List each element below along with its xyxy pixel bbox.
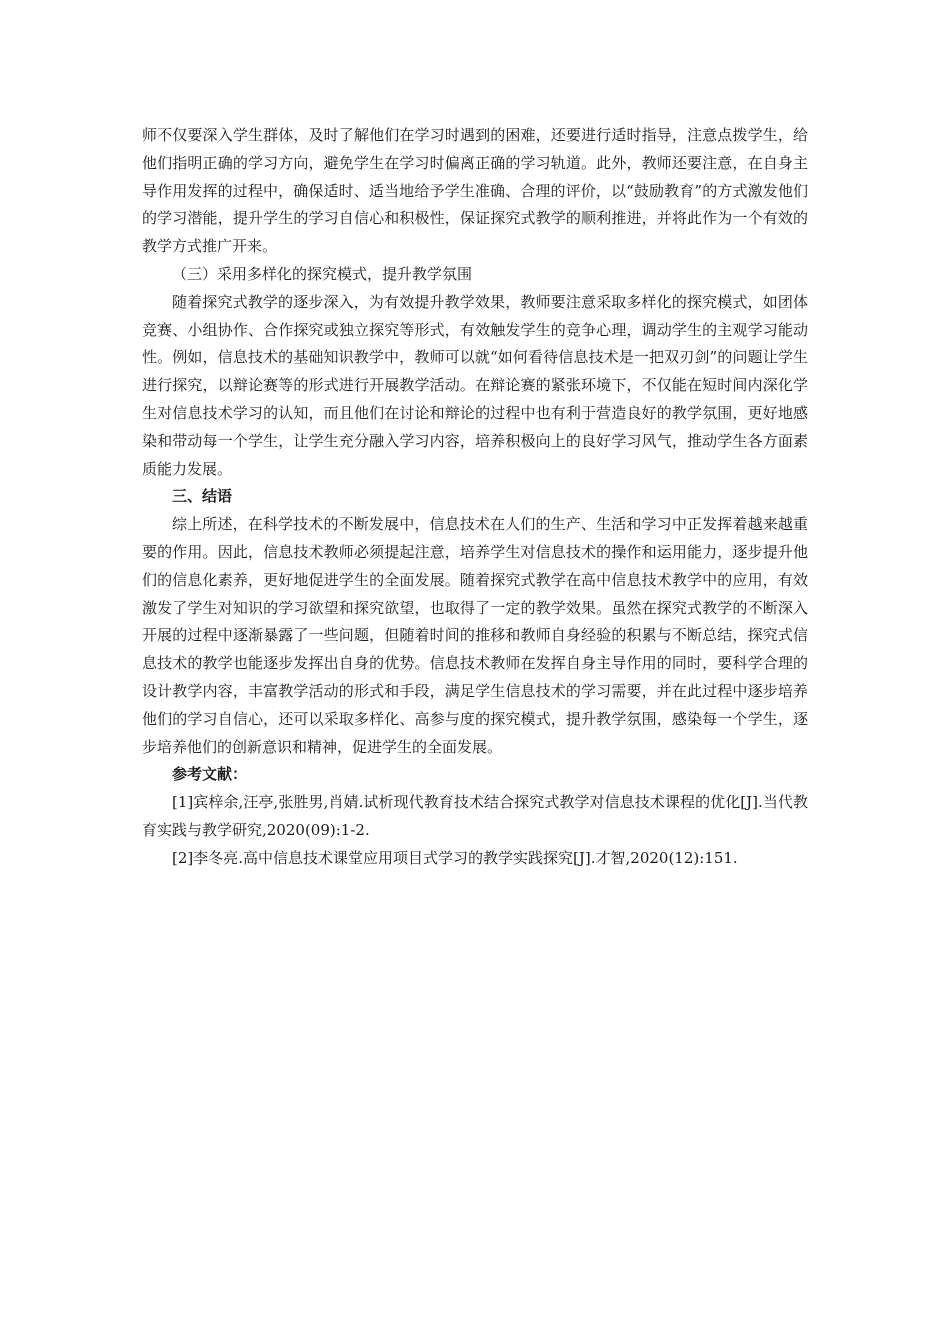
section-heading-conclusion: 三、结语: [172, 487, 233, 506]
body-paragraph: 综上所述，在科学技术的不断发展中，信息技术在人们的生产、生活和学习中正发挥着越来越重要的作用。因此，信息技术教师必须提起注意，培养学生对信息技术的操作和运用能力，逐步提升他们的信息化素养，更好地促进学生的全面发展。随着探究式教学在高中信息技术教学中的应用，有效激发了学生对知识的学习欲望和探究欲望，也取得了一定的教学效果。虽然在探究式教学的不断深入开展的过程中逐渐暴露了一些问题，但随着时间的推移和教师自身经验的积累与不断总结，探究式信息技术的教学也能逐步发挥出自身的优势。信息技术教师在发挥自身主导作用的同时，要科学合理的设计教学内容，丰富教学活动的形式和手段，满足学生信息技术的学习需要，并在此过程中逐步培养他们的学习自信心，还可以采取多样化、高参与度的探究模式，提升教学氛围，感染每一个学生，逐步培养他们的创新意识和精神，促进学生的全面发展。: [142, 515, 808, 756]
section-subheading: （三）采用多样化的探究模式，提升教学氛围: [172, 264, 473, 283]
body-paragraph: 随着探究式教学的逐步深入，为有效提升教学效果，教师要注意采取多样化的探究模式，如团体竞赛、小组协作、合作探究或独立探究等形式，有效触发学生的竞争心理，调动学生的主观学习能动性。例如，信息技术的基础知识教学中，教师可以就“如何看待信息技术是一把双刃剑”的问题让学生进行探究，以辩论赛等的形式进行开展教学活动。在辩论赛的紧张环境下，不仅能在短时间内深化学生对信息技术学习的认知，而且他们在讨论和辩论的过程中也有利于营造良好的教学氛围，更好地感染和带动每一个学生，让学生充分融入学习内容，培养积极向上的良好学习风气，推动学生各方面素质能力发展。: [142, 292, 808, 478]
document-body: [142, 122, 808, 873]
body-paragraph: 师不仅要深入学生群体，及时了解他们在学习时遇到的困难，还要进行适时指导，注意点拨学生，给他们指明正确的学习方向，避免学生在学习时偏离正确的学习轨道。此外，教师还要注意，在自身主导作用发挥的过程中，确保适时、适当地给予学生准确、合理的评价，以“鼓励教育”的方式激发他们的学习潜能，提升学生的学习自信心和积极性，保证探究式教学的顺利推进，并将此作为一个有效的教学方式推广开来。: [142, 126, 808, 256]
reference-item: [1]宾梓余,汪亭,张胜男,肖婧.试析现代教育技术结合探究式教学对信息技术课程的优化[J].当代教育实践与教学研究,2020(09):1-2.: [142, 793, 808, 839]
references-heading: 参考文献：: [172, 765, 248, 784]
reference-item: [2]李冬亮.高中信息技术课堂应用项目式学习的教学实践探究[J].才智,2020(12):151.: [172, 848, 738, 867]
